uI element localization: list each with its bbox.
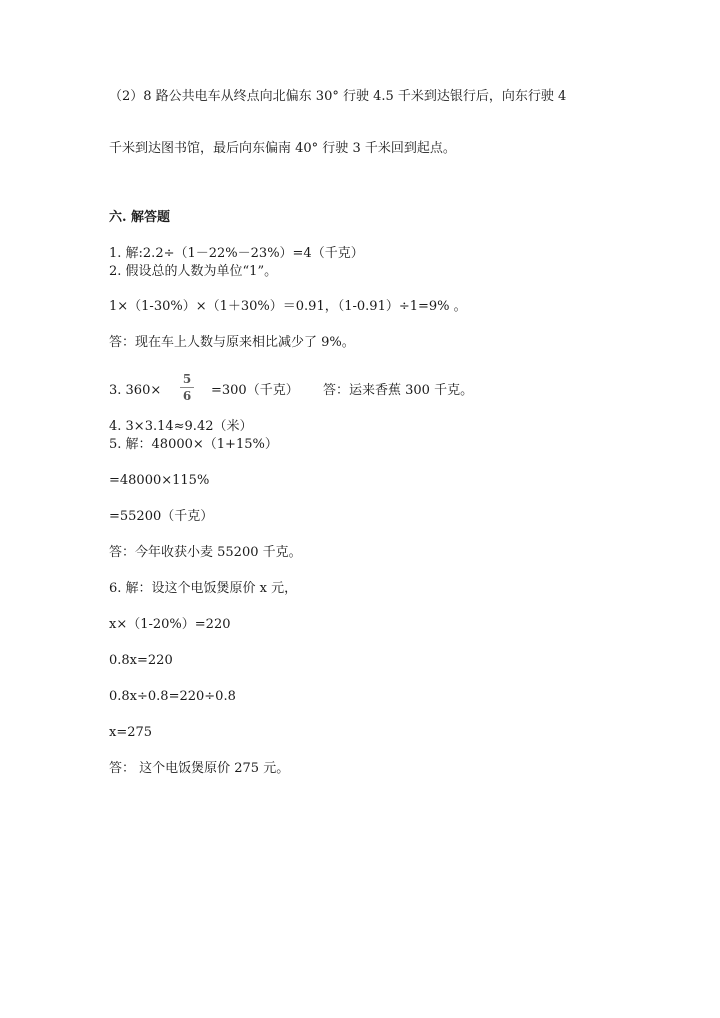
answer-2-calc: 1×（1-30%）×（1＋30%）＝0.91，（1-0.91）÷1=9% 。 [109,299,467,314]
answer-3-conclusion: 答：运来香蕉 300 千克。 [323,383,474,398]
answer-6-step-2: 0.8x=220 [109,653,173,668]
answer-6-conclusion: 答： 这个电饭煲原价 275 元。 [109,761,290,776]
answer-3-suffix: =300（千克） [211,383,299,398]
answer-6-step-3: 0.8x÷0.8=220÷0.8 [109,689,236,704]
answer-5-title: 5. 解：48000×（1+15%） [109,437,278,452]
problem-2-line-1: （2）8 路公共电车从终点向北偏东 30° 行驶 4.5 千米到达银行后，向东行驶 4 [109,89,567,104]
answer-5-step-2: =55200（千克） [109,509,214,524]
answer-2-title: 2. 假设总的人数为单位“1”。 [109,264,278,279]
answer-1: 1. 解:2.2÷（1－22%－23%）=4（千克） [109,246,364,261]
problem-2-line-2: 千米到达图书馆，最后向东偏南 40° 行驶 3 千米回到起点。 [109,141,456,156]
answer-6-step-4: x=275 [109,725,153,740]
answer-3-fraction [178,373,196,402]
answer-6-title: 6. 解：设这个电饭煲原价 x 元， [109,581,298,596]
fraction-numerator: 5 [182,372,192,386]
answer-4: 4. 3×3.14≈9.42（米） [109,419,253,434]
answer-5-step-1: =48000×115% [109,473,210,488]
answer-3-prefix: 3. 360× [109,383,162,398]
fraction-denominator: 6 [182,389,192,403]
fraction-bar [180,387,194,388]
answer-5-conclusion: 答：今年收获小麦 55200 千克。 [109,545,302,560]
section-title: 六. 解答题 [109,210,171,225]
answer-2-conclusion: 答：现在车上人数与原来相比减少了 9%。 [109,335,355,350]
answer-6-step-1: x×（1-20%）=220 [109,617,231,632]
